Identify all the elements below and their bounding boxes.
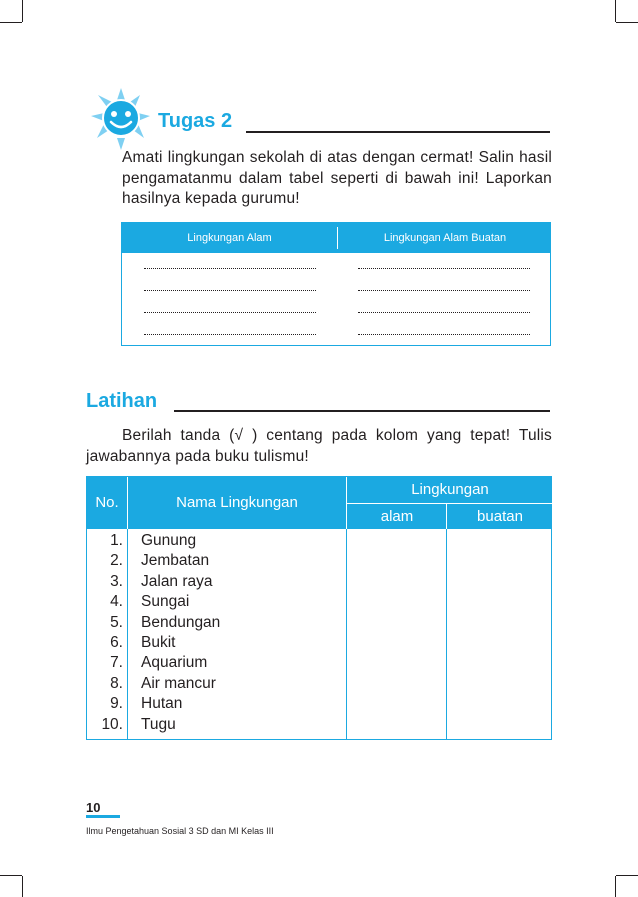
row-number: 6. <box>110 634 123 651</box>
row-name: Sungai <box>141 593 190 611</box>
crop-mark <box>616 875 638 876</box>
row-number: 7. <box>110 654 123 672</box>
latihan-title: Latihan <box>86 390 158 412</box>
crop-mark <box>615 0 616 22</box>
column-divider <box>127 529 128 740</box>
row-name: Bendungan <box>141 613 221 631</box>
crop-mark <box>22 0 23 22</box>
header-no: No. <box>95 494 119 511</box>
crop-mark <box>0 875 22 876</box>
row-name: Bukit <box>141 634 176 651</box>
dotted-line <box>358 290 530 291</box>
page-number: 10 <box>86 800 101 815</box>
header-alam: alam <box>380 508 414 525</box>
row-name: Jembatan <box>141 552 210 570</box>
header-lingkungan-alam: Lingkungan Alam <box>187 232 272 244</box>
row-name: Hutan <box>141 695 183 713</box>
smiling-sun-icon <box>88 86 154 152</box>
tugas-instruction: Amati lingkungan sekolah di atas dengan cermat! Salin hasil pengamatanmu dalam tabel seperti di bawah ini! Laporkan hasilnya kepada gurumu! <box>122 149 552 207</box>
row-number: 5. <box>110 613 123 631</box>
dotted-line <box>358 268 530 269</box>
header-lingkungan-group: Lingkungan <box>411 481 489 498</box>
crop-mark <box>615 876 616 897</box>
row-name: Jalan raya <box>141 572 213 590</box>
crop-mark <box>616 22 638 23</box>
row-name: Gunung <box>141 532 197 549</box>
latihan-instruction: Berilah tanda (√ ) centang pada kolom yang tepat! Tulis jawabannya pada buku tulismu! <box>86 427 552 465</box>
row-name: Aquarium <box>141 654 208 672</box>
row-number: 3. <box>110 572 123 590</box>
crop-mark <box>22 876 23 897</box>
row-number: 9. <box>110 695 123 713</box>
dotted-line <box>144 290 316 291</box>
dotted-line <box>358 312 530 313</box>
header-lingkungan-buatan: Lingkungan Alam Buatan <box>383 232 507 244</box>
row-number: 8. <box>110 674 123 692</box>
row-name: Air mancur <box>141 674 216 692</box>
header-nama-lingkungan: Nama Lingkungan <box>176 494 298 511</box>
tugas-title: Tugas 2 <box>158 110 233 132</box>
header-buatan: buatan <box>477 508 523 525</box>
title-underline <box>246 131 550 133</box>
title-underline <box>174 410 550 412</box>
dotted-line <box>144 334 316 335</box>
column-divider <box>446 529 447 740</box>
row-number: 2. <box>110 552 123 570</box>
row-name: Tugu <box>141 715 176 733</box>
dotted-line <box>144 312 316 313</box>
observation-table <box>121 222 551 346</box>
table-header <box>122 223 550 253</box>
footer-accent-bar <box>86 815 120 818</box>
book-title: Ilmu Pengetahuan Sosial 3 SD dan MI Kelas III <box>86 826 274 836</box>
row-number: 1. <box>110 532 123 549</box>
crop-mark <box>0 22 22 23</box>
dotted-line <box>358 334 530 335</box>
header-divider <box>347 503 553 504</box>
row-number: 10. <box>101 715 123 733</box>
dotted-line <box>144 268 316 269</box>
table-header <box>87 477 551 529</box>
column-divider <box>346 529 347 740</box>
row-number: 4. <box>110 593 123 611</box>
